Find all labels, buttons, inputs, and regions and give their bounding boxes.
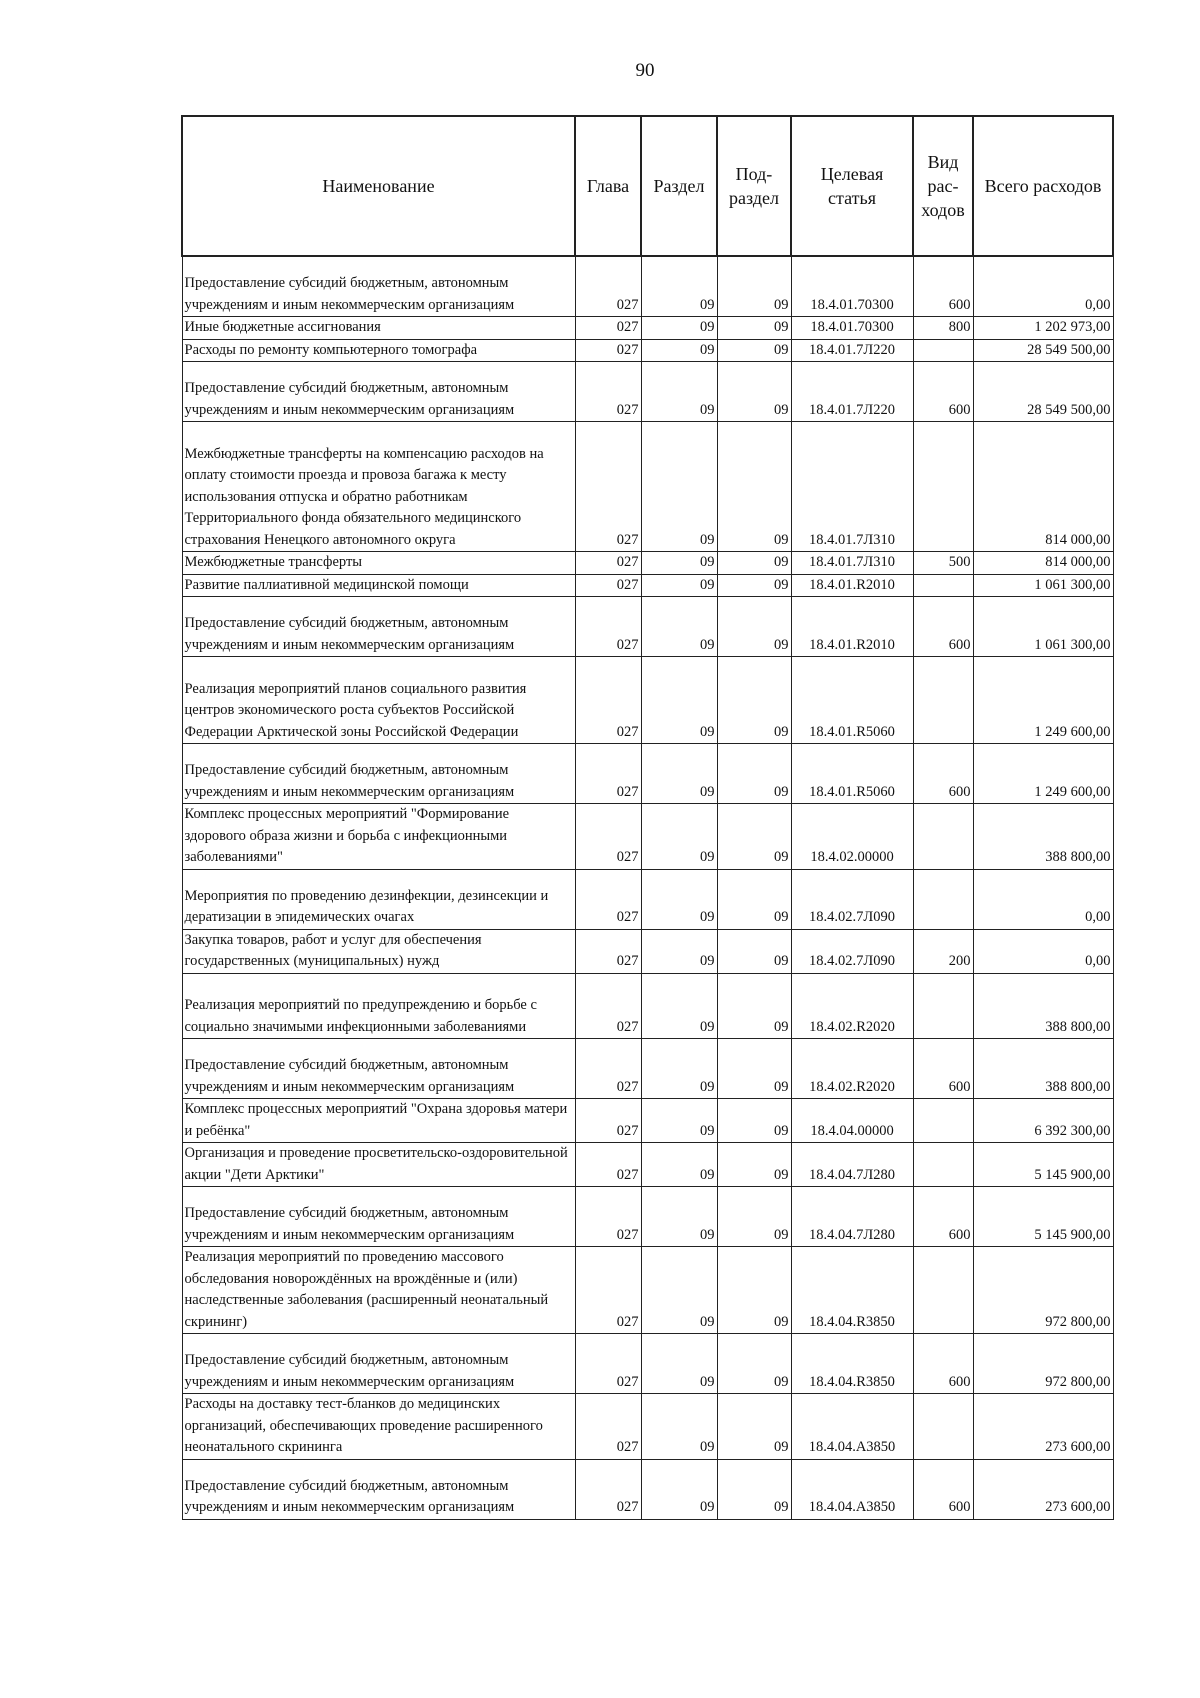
table-row	[182, 552, 1113, 575]
budget-table-body	[182, 256, 1113, 1519]
cell-total: 6 392 300,00	[973, 1099, 1113, 1143]
cell-podrazdel: 09	[717, 378, 791, 422]
row-spacer	[182, 869, 1113, 886]
cell-total: 1 061 300,00	[973, 613, 1113, 657]
cell-glava: 027	[575, 1247, 641, 1334]
cell-vid: 600	[913, 1350, 973, 1394]
cell-name: Предоставление субсидий бюджетным, автономным учреждениям и иным некоммерческим организациям	[182, 760, 575, 804]
cell-razdel: 09	[641, 552, 717, 575]
cell-tselevaya: 18.4.02.R2020	[791, 1055, 913, 1099]
cell-glava: 027	[575, 1099, 641, 1143]
cell-name: Комплекс процессных мероприятий "Охрана здоровья матери и ребёнка"	[182, 1099, 575, 1143]
cell-vid	[913, 1247, 973, 1334]
table-row	[182, 973, 1113, 1039]
header-name: Наименование	[182, 116, 575, 256]
table-row	[182, 273, 1113, 317]
cell-razdel: 09	[641, 1203, 717, 1247]
cell-glava: 027	[575, 378, 641, 422]
table-row	[182, 613, 1113, 657]
header-glava: Глава	[575, 116, 641, 256]
cell-name: Реализация мероприятий по проведению массового обследования новорождённых на врождённые и (или) наследственные заболевания (расширенный неонатальный скрининг)	[182, 1247, 575, 1334]
cell-razdel: 09	[641, 273, 717, 317]
row-spacer	[182, 744, 1113, 761]
cell-total: 814 000,00	[973, 422, 1113, 552]
cell-vid: 600	[913, 1476, 973, 1520]
cell-total: 273 600,00	[973, 1394, 1113, 1460]
table-row	[182, 760, 1113, 804]
row-spacer	[182, 1039, 1113, 1056]
cell-name: Иные бюджетные ассигнования	[182, 317, 575, 340]
cell-vid	[913, 422, 973, 552]
table-header-row	[182, 116, 1113, 256]
cell-glava: 027	[575, 1394, 641, 1460]
cell-tselevaya: 18.4.01.70300	[791, 273, 913, 317]
cell-total: 0,00	[973, 886, 1113, 930]
cell-razdel: 09	[641, 886, 717, 930]
cell-vid: 800	[913, 317, 973, 340]
cell-podrazdel: 09	[717, 1394, 791, 1460]
cell-vid	[913, 1143, 973, 1187]
cell-glava: 027	[575, 1055, 641, 1099]
cell-podrazdel: 09	[717, 1055, 791, 1099]
cell-glava: 027	[575, 317, 641, 340]
cell-razdel: 09	[641, 378, 717, 422]
cell-total: 814 000,00	[973, 552, 1113, 575]
cell-razdel: 09	[641, 1055, 717, 1099]
table-row	[182, 339, 1113, 362]
cell-vid	[913, 574, 973, 597]
cell-vid: 600	[913, 273, 973, 317]
cell-total: 1 061 300,00	[973, 574, 1113, 597]
cell-vid	[913, 1394, 973, 1460]
cell-razdel: 09	[641, 973, 717, 1039]
cell-tselevaya: 18.4.04.00000	[791, 1099, 913, 1143]
cell-vid	[913, 973, 973, 1039]
cell-name: Комплекс процессных мероприятий "Формирование здорового образа жизни и борьба с инфекционными заболеваниями"	[182, 804, 575, 870]
cell-tselevaya: 18.4.01.7Л310	[791, 422, 913, 552]
cell-total: 1 202 973,00	[973, 317, 1113, 340]
cell-glava: 027	[575, 973, 641, 1039]
cell-name: Межбюджетные трансферты	[182, 552, 575, 575]
cell-glava: 027	[575, 273, 641, 317]
cell-razdel: 09	[641, 1247, 717, 1334]
cell-vid: 600	[913, 613, 973, 657]
cell-name: Реализация мероприятий планов социального развития центров экономического роста субъектов Российской Федерации Арктической зоны Российской Федерации	[182, 657, 575, 744]
cell-total: 5 145 900,00	[973, 1143, 1113, 1187]
cell-vid: 600	[913, 1203, 973, 1247]
cell-razdel: 09	[641, 613, 717, 657]
row-spacer	[182, 1459, 1113, 1476]
header-razdel: Раздел	[641, 116, 717, 256]
cell-razdel: 09	[641, 317, 717, 340]
cell-vid	[913, 339, 973, 362]
cell-total: 1 249 600,00	[973, 657, 1113, 744]
cell-name: Предоставление субсидий бюджетным, автономным учреждениям и иным некоммерческим организациям	[182, 378, 575, 422]
header-total: Всего расходов	[973, 116, 1113, 256]
cell-razdel: 09	[641, 1099, 717, 1143]
cell-podrazdel: 09	[717, 929, 791, 973]
row-spacer	[182, 256, 1113, 273]
table-row	[182, 1099, 1113, 1143]
cell-tselevaya: 18.4.04.7Л280	[791, 1203, 913, 1247]
cell-tselevaya: 18.4.04.A3850	[791, 1394, 913, 1460]
cell-name: Развитие паллиативной медицинской помощи	[182, 574, 575, 597]
cell-name: Предоставление субсидий бюджетным, автономным учреждениям и иным некоммерческим организациям	[182, 1350, 575, 1394]
cell-razdel: 09	[641, 339, 717, 362]
table-row	[182, 1476, 1113, 1520]
cell-vid: 200	[913, 929, 973, 973]
cell-tselevaya: 18.4.01.7Л220	[791, 378, 913, 422]
cell-tselevaya: 18.4.02.R2020	[791, 973, 913, 1039]
table-row	[182, 317, 1113, 340]
cell-razdel: 09	[641, 657, 717, 744]
cell-vid	[913, 804, 973, 870]
table-row	[182, 422, 1113, 552]
cell-podrazdel: 09	[717, 317, 791, 340]
cell-total: 0,00	[973, 929, 1113, 973]
cell-name: Реализация мероприятий по предупреждению и борьбе с социально значимыми инфекционными заболеваниями	[182, 973, 575, 1039]
cell-podrazdel: 09	[717, 1143, 791, 1187]
cell-tselevaya: 18.4.01.7Л310	[791, 552, 913, 575]
cell-vid: 500	[913, 552, 973, 575]
cell-name: Предоставление субсидий бюджетным, автономным учреждениям и иным некоммерческим организациям	[182, 1203, 575, 1247]
cell-glava: 027	[575, 1476, 641, 1520]
cell-total: 1 249 600,00	[973, 760, 1113, 804]
cell-vid	[913, 1099, 973, 1143]
cell-total: 273 600,00	[973, 1476, 1113, 1520]
cell-razdel: 09	[641, 929, 717, 973]
cell-tselevaya: 18.4.02.00000	[791, 804, 913, 870]
cell-glava: 027	[575, 886, 641, 930]
cell-name: Предоставление субсидий бюджетным, автономным учреждениям и иным некоммерческим организациям	[182, 1055, 575, 1099]
cell-tselevaya: 18.4.01.R5060	[791, 657, 913, 744]
cell-podrazdel: 09	[717, 1099, 791, 1143]
cell-podrazdel: 09	[717, 552, 791, 575]
cell-podrazdel: 09	[717, 1476, 791, 1520]
cell-vid: 600	[913, 760, 973, 804]
cell-total: 388 800,00	[973, 973, 1113, 1039]
cell-total: 28 549 500,00	[973, 339, 1113, 362]
row-spacer	[182, 597, 1113, 614]
cell-podrazdel: 09	[717, 657, 791, 744]
cell-razdel: 09	[641, 760, 717, 804]
cell-podrazdel: 09	[717, 760, 791, 804]
cell-razdel: 09	[641, 422, 717, 552]
cell-razdel: 09	[641, 1394, 717, 1460]
cell-razdel: 09	[641, 1476, 717, 1520]
cell-name: Расходы по ремонту компьютерного томографа	[182, 339, 575, 362]
row-spacer	[182, 1187, 1113, 1204]
cell-glava: 027	[575, 1203, 641, 1247]
cell-razdel: 09	[641, 804, 717, 870]
cell-glava: 027	[575, 1350, 641, 1394]
cell-name: Закупка товаров, работ и услуг для обеспечения государственных (муниципальных) нужд	[182, 929, 575, 973]
cell-podrazdel: 09	[717, 613, 791, 657]
cell-total: 388 800,00	[973, 1055, 1113, 1099]
cell-tselevaya: 18.4.01.R2010	[791, 574, 913, 597]
table-row	[182, 1143, 1113, 1187]
cell-podrazdel: 09	[717, 273, 791, 317]
row-spacer	[182, 362, 1113, 379]
cell-podrazdel: 09	[717, 1350, 791, 1394]
cell-vid	[913, 886, 973, 930]
cell-glava: 027	[575, 574, 641, 597]
cell-vid	[913, 657, 973, 744]
cell-name: Межбюджетные трансферты на компенсацию расходов на оплату стоимости проезда и провоза багажа к месту использования отпуска и обратно работникам Территориального фонда обязательного медицинского страхования Ненецкого автономного округа	[182, 422, 575, 552]
cell-tselevaya: 18.4.01.7Л220	[791, 339, 913, 362]
cell-razdel: 09	[641, 1143, 717, 1187]
header-podrazdel: Под- раздел	[717, 116, 791, 256]
cell-glava: 027	[575, 929, 641, 973]
table-row	[182, 1203, 1113, 1247]
cell-name: Мероприятия по проведению дезинфекции, дезинсекции и дератизации в эпидемических очагах	[182, 886, 575, 930]
table-row	[182, 804, 1113, 870]
table-row	[182, 574, 1113, 597]
cell-glava: 027	[575, 339, 641, 362]
page-number: 90	[635, 60, 655, 81]
cell-name: Организация и проведение просветительско-оздоровительной акции "Дети Арктики"	[182, 1143, 575, 1187]
table-row	[182, 1394, 1113, 1460]
cell-podrazdel: 09	[717, 574, 791, 597]
cell-name: Предоставление субсидий бюджетным, автономным учреждениям и иным некоммерческим организациям	[182, 273, 575, 317]
cell-total: 972 800,00	[973, 1350, 1113, 1394]
cell-podrazdel: 09	[717, 339, 791, 362]
cell-tselevaya: 18.4.04.7Л280	[791, 1143, 913, 1187]
cell-total: 0,00	[973, 273, 1113, 317]
cell-total: 388 800,00	[973, 804, 1113, 870]
cell-podrazdel: 09	[717, 1203, 791, 1247]
cell-glava: 027	[575, 1143, 641, 1187]
cell-glava: 027	[575, 760, 641, 804]
header-tselevaya: Целевая статья	[791, 116, 913, 256]
table-row	[182, 929, 1113, 973]
cell-glava: 027	[575, 552, 641, 575]
cell-total: 28 549 500,00	[973, 378, 1113, 422]
cell-tselevaya: 18.4.01.70300	[791, 317, 913, 340]
cell-glava: 027	[575, 613, 641, 657]
cell-tselevaya: 18.4.02.7Л090	[791, 929, 913, 973]
cell-tselevaya: 18.4.02.7Л090	[791, 886, 913, 930]
cell-tselevaya: 18.4.04.R3850	[791, 1350, 913, 1394]
table-row	[182, 378, 1113, 422]
row-spacer	[182, 1334, 1113, 1351]
cell-podrazdel: 09	[717, 1247, 791, 1334]
cell-razdel: 09	[641, 1350, 717, 1394]
cell-tselevaya: 18.4.04.R3850	[791, 1247, 913, 1334]
cell-glava: 027	[575, 422, 641, 552]
table-row	[182, 1350, 1113, 1394]
table-row	[182, 886, 1113, 930]
header-vid: Вид рас- ходов	[913, 116, 973, 256]
budget-table	[181, 115, 1114, 1520]
cell-podrazdel: 09	[717, 886, 791, 930]
cell-total: 5 145 900,00	[973, 1203, 1113, 1247]
cell-tselevaya: 18.4.01.R5060	[791, 760, 913, 804]
cell-podrazdel: 09	[717, 422, 791, 552]
table-row	[182, 1055, 1113, 1099]
table-row	[182, 657, 1113, 744]
cell-name: Предоставление субсидий бюджетным, автономным учреждениям и иным некоммерческим организациям	[182, 613, 575, 657]
cell-tselevaya: 18.4.04.A3850	[791, 1476, 913, 1520]
cell-name: Расходы на доставку тест-бланков до медицинских организаций, обеспечивающих проведение расширенного неонатального скрининга	[182, 1394, 575, 1460]
cell-total: 972 800,00	[973, 1247, 1113, 1334]
cell-podrazdel: 09	[717, 804, 791, 870]
cell-glava: 027	[575, 657, 641, 744]
cell-glava: 027	[575, 804, 641, 870]
cell-vid: 600	[913, 378, 973, 422]
cell-podrazdel: 09	[717, 973, 791, 1039]
table-row	[182, 1247, 1113, 1334]
cell-tselevaya: 18.4.01.R2010	[791, 613, 913, 657]
cell-vid: 600	[913, 1055, 973, 1099]
cell-name: Предоставление субсидий бюджетным, автономным учреждениям и иным некоммерческим организациям	[182, 1476, 575, 1520]
cell-razdel: 09	[641, 574, 717, 597]
